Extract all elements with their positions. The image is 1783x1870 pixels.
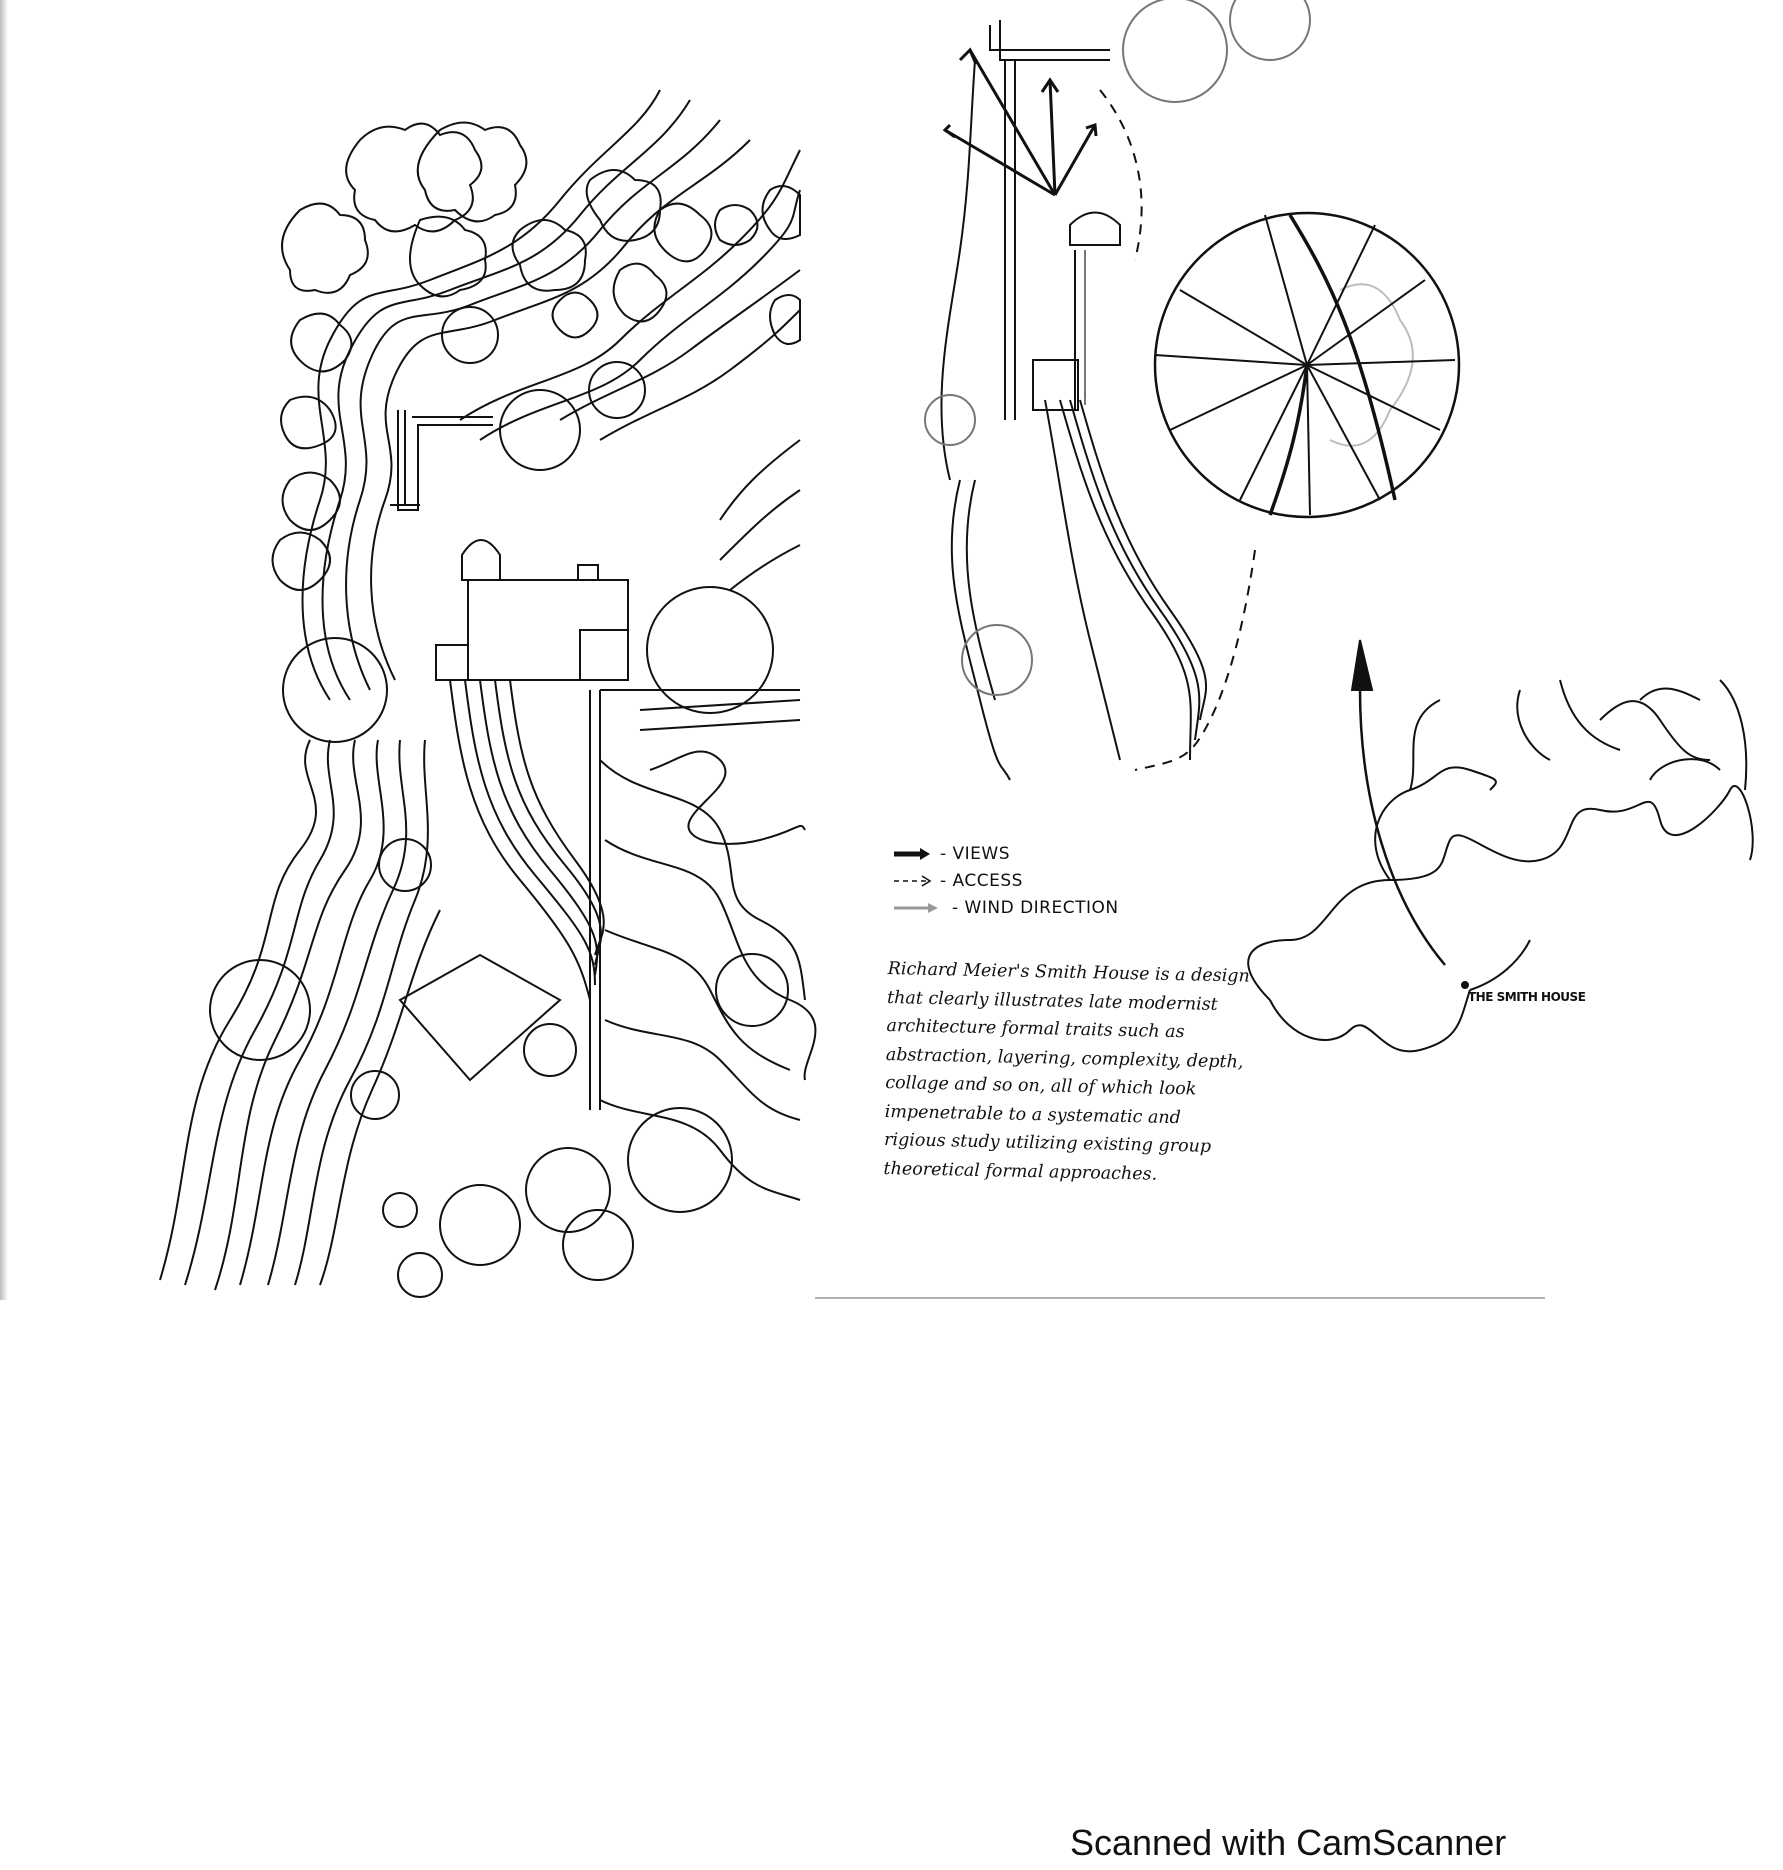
note-line: collage and so on, all of which look [885, 1072, 1197, 1100]
smith-house-label: THE SMITH HOUSE [1468, 990, 1586, 1004]
house-outline-analysis [1033, 213, 1120, 411]
legend-wind-label: - WIND DIRECTION [952, 897, 1119, 918]
scanner-footer: Scanned with CamScanner [1070, 1822, 1507, 1863]
note-line: that clearly illustrates late modernist [886, 987, 1218, 1015]
legend-wind [892, 894, 1119, 921]
bold-arrow-icon [892, 847, 932, 861]
analysis-contours [941, 20, 1206, 780]
dashed-arrow-icon [892, 874, 932, 888]
legend-views [892, 840, 1119, 867]
note-line: rigious study utilizing existing group [883, 1129, 1212, 1157]
legend-access [892, 867, 1119, 894]
analysis-trees [925, 0, 1413, 695]
legend-views-label: - VIEWS [940, 843, 1011, 864]
note-line: impenetrable to a systematic and [884, 1101, 1182, 1128]
note-line: Richard Meier's Smith House is a design [887, 958, 1250, 987]
note-line: architecture formal traits such as [886, 1015, 1185, 1043]
wind-rose [1155, 213, 1459, 517]
location-pin-icon [1462, 982, 1468, 988]
grey-arrow-icon [892, 901, 944, 915]
note-line: theoretical formal approaches. [883, 1158, 1158, 1185]
description-note [883, 955, 1250, 1190]
legend [892, 840, 1119, 921]
north-arrow [1352, 640, 1445, 965]
access-path[interactable] [1100, 90, 1255, 770]
legend-access-label: - ACCESS [940, 870, 1023, 891]
note-line: abstraction, layering, complexity, depth, [885, 1044, 1244, 1072]
